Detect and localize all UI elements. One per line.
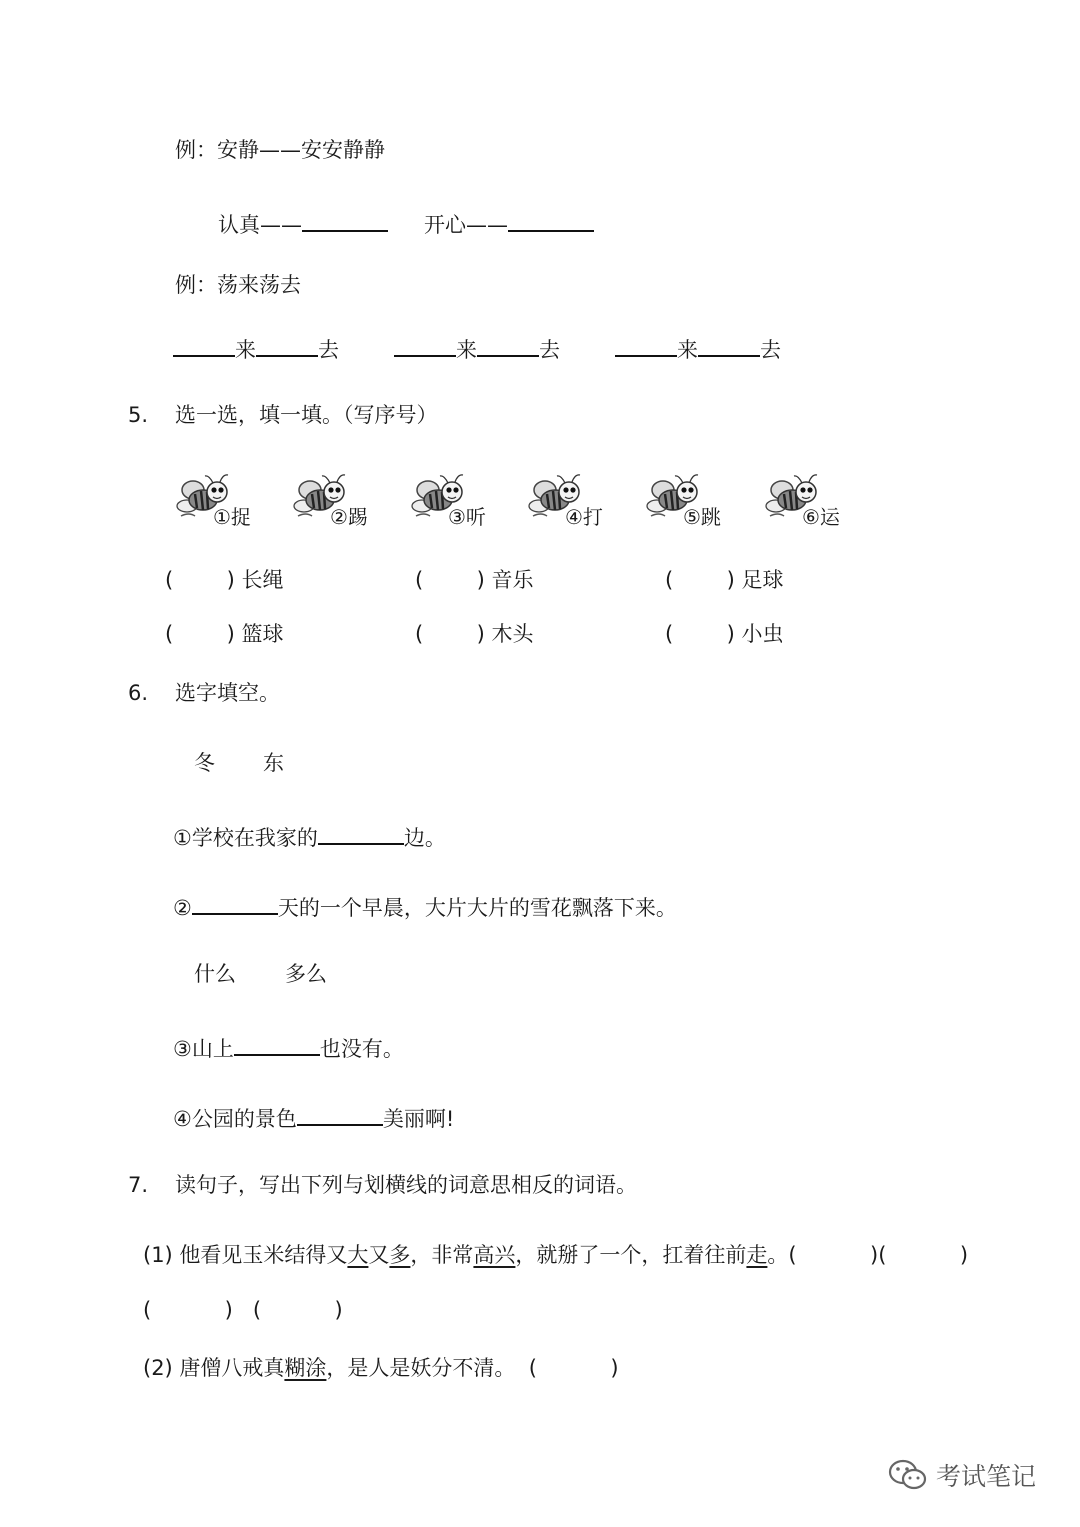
sentence-1 (173, 823, 446, 849)
item-text: 音乐 (491, 568, 534, 592)
q5-row2-item1 (165, 624, 283, 645)
lai-text: 来 (235, 337, 256, 362)
sentence-text: 美丽啊! (382, 1106, 455, 1131)
option-label: ①捉 (213, 505, 251, 529)
question-7-number: 7. (128, 1173, 149, 1197)
item-text: 小虫 (741, 622, 784, 646)
word-choice-1a: 冬 (194, 751, 215, 775)
lai-qu-fill-2 (394, 335, 560, 361)
wechat-icon (888, 1458, 928, 1492)
q5-row2-item3 (665, 624, 783, 645)
sentence-4 (173, 1104, 454, 1130)
answer-blank[interactable] (508, 210, 594, 232)
sentence-text: ，是人是妖分不清。 (326, 1356, 516, 1380)
watermark-text: 考试笔记 (936, 1462, 1037, 1491)
sentence-text: ④公园的景色 (173, 1106, 297, 1131)
sentence-text: ①学校在我家的 (173, 825, 318, 850)
item-text: 足球 (741, 568, 784, 592)
paren-blank[interactable]: ( ) (665, 622, 735, 646)
item-text: 篮球 (241, 622, 284, 646)
sentence-text: 。 (767, 1243, 789, 1267)
paren-blank[interactable]: ( ) (415, 568, 485, 592)
q7-part1-sentence (143, 1245, 968, 1266)
sentence-text: 又 (368, 1243, 390, 1267)
answer-blank[interactable] (394, 335, 456, 357)
question-7-title: 读句子，写出下列与划横线的词意思相反的词语。 (175, 1173, 637, 1197)
q5-row2-item2 (415, 624, 533, 645)
sentence-text: (1) 他看见玉米结得又 (143, 1243, 348, 1267)
sentence-2 (173, 893, 677, 919)
option-label: ③听 (448, 505, 486, 529)
lai-qu-fill-3 (615, 335, 781, 361)
underlined-word: 大 (347, 1243, 369, 1267)
q5-row1-item1 (165, 570, 283, 591)
answer-blank[interactable] (173, 335, 235, 357)
qu-text: 去 (318, 337, 339, 362)
sentence-text: ② (173, 895, 192, 920)
sentence-text: 边。 (403, 825, 446, 850)
sentence-text: (2) 唐僧八戒真 (143, 1356, 285, 1380)
lai-text: 来 (677, 337, 698, 362)
paren-blank[interactable]: ( ) (665, 568, 735, 592)
question-6-number: 6. (128, 681, 149, 705)
question-5-number: 5. (128, 403, 149, 427)
watermark (888, 1457, 1036, 1493)
answer-blank[interactable] (256, 335, 318, 357)
lai-qu-fill-1 (173, 335, 339, 361)
paren-blank[interactable]: ( ) (165, 622, 235, 646)
fill-item-label: 开心—— (424, 212, 508, 237)
example-line-2: 例：荡来荡去 (175, 273, 301, 297)
fill-item-1 (218, 210, 388, 236)
paren-blank[interactable]: ( ) (415, 622, 485, 646)
sentence-text: ③山上 (173, 1036, 234, 1061)
word-choice-1b: 东 (263, 751, 284, 775)
lai-text: 来 (456, 337, 477, 362)
example-line-1: 例：安静——安安静静 (175, 138, 385, 162)
question-5-title: 选一选，填一填。（写序号） (175, 403, 438, 427)
answer-blank[interactable] (318, 823, 404, 845)
word-choice-2b: 多么 (285, 962, 327, 986)
fill-item-2 (424, 210, 594, 236)
q7-part1-answers (143, 1300, 343, 1321)
option-label: ②踢 (330, 505, 368, 529)
sentence-text: ，非常 (410, 1243, 474, 1267)
option-label: ④打 (565, 505, 603, 529)
fill-item-label: 认真—— (218, 212, 302, 237)
option-label: ⑥运 (802, 505, 840, 529)
q5-row1-item2 (415, 570, 533, 591)
paren-blank[interactable]: ( ) (252, 1298, 343, 1322)
paren-blank[interactable]: ( ) (143, 1298, 233, 1322)
qu-text: 去 (539, 337, 560, 362)
underlined-word: 糊涂 (284, 1356, 327, 1380)
item-text: 木头 (491, 622, 534, 646)
underlined-word: 高兴 (473, 1243, 516, 1267)
word-choice-2a: 什么 (194, 962, 236, 986)
sentence-text: 也没有。 (319, 1036, 404, 1061)
paren-blank[interactable]: ( ) (878, 1243, 969, 1267)
paren-blank[interactable]: ( ) (528, 1356, 619, 1380)
answer-blank[interactable] (302, 210, 388, 232)
answer-blank[interactable] (615, 335, 677, 357)
underlined-word: 走 (746, 1243, 768, 1267)
paren-blank[interactable]: ( ) (165, 568, 235, 592)
qu-text: 去 (760, 337, 781, 362)
option-label: ⑤跳 (683, 505, 721, 529)
q5-row1-item3 (665, 570, 783, 591)
sentence-3 (173, 1034, 404, 1060)
underlined-word: 多 (389, 1243, 411, 1267)
answer-blank[interactable] (297, 1104, 383, 1126)
question-6-title: 选字填空。 (175, 681, 280, 705)
sentence-text: ，就掰了一个，扛着往前 (515, 1243, 747, 1267)
answer-blank[interactable] (698, 335, 760, 357)
answer-blank[interactable] (477, 335, 539, 357)
answer-blank[interactable] (192, 893, 278, 915)
answer-blank[interactable] (234, 1034, 320, 1056)
paren-blank[interactable]: ( ) (788, 1243, 879, 1267)
q7-part2-sentence (143, 1358, 619, 1379)
item-text: 长绳 (241, 568, 284, 592)
sentence-text: 天的一个早晨，大片大片的雪花飘落下来。 (277, 895, 677, 920)
